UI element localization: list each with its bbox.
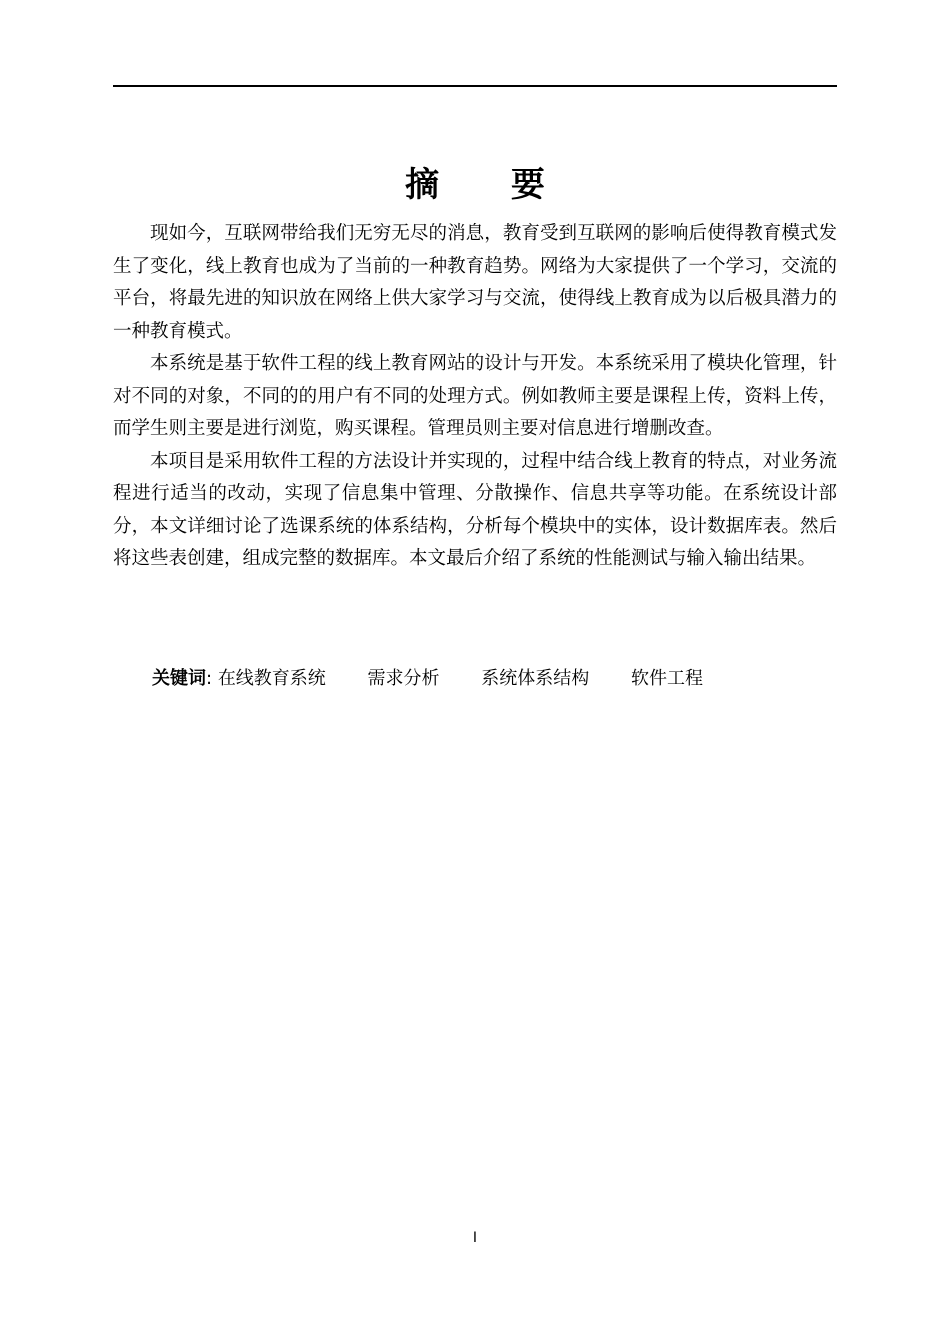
keywords-line <box>152 664 832 694</box>
keyword-item: 在线教育系统 <box>217 668 326 689</box>
abstract-body <box>113 218 837 576</box>
keywords-separator: : <box>206 668 213 689</box>
page-number: I <box>472 1230 478 1246</box>
keywords-label: 关键词 <box>152 668 206 689</box>
keyword-item: 软件工程 <box>631 668 704 689</box>
keyword-item: 需求分析 <box>367 668 440 689</box>
keyword-item: 系统体系结构 <box>481 668 590 689</box>
abstract-paragraph: 本系统是基于软件工程的线上教育网站的设计与开发。本系统采用了模块化管理，针对不同的对象，不同的的用户有不同的处理方式。例如教师主要是课程上传，资料上传，而学生则主要是进行浏览，购买课程。管理员则主要对信息进行增删改查。 <box>113 353 837 439</box>
abstract-paragraph: 本项目是采用软件工程的方法设计并实现的，过程中结合线上教育的特点，对业务流程进行适当的改动，实现了信息集中管理、分散操作、信息共享等功能。在系统设计部分，本文详细讨论了选课系统的体系结构，分析每个模块中的实体，设计数据库表。然后将这些表创建，组成完整的数据库。本文最后介绍了系统的性能测试与输入输出结果。 <box>113 450 837 569</box>
page-title: 摘 要 <box>405 165 575 205</box>
abstract-paragraph: 现如今，互联网带给我们无穷无尽的消息，教育受到互联网的影响后使得教育模式发生了变化，线上教育也成为了当前的一种教育趋势。网络为大家提供了一个学习，交流的平台，将最先进的知识放在网络上供大家学习与交流，使得线上教育成为以后极具潜力的一种教育模式。 <box>113 223 837 342</box>
header-rule <box>113 85 837 87</box>
